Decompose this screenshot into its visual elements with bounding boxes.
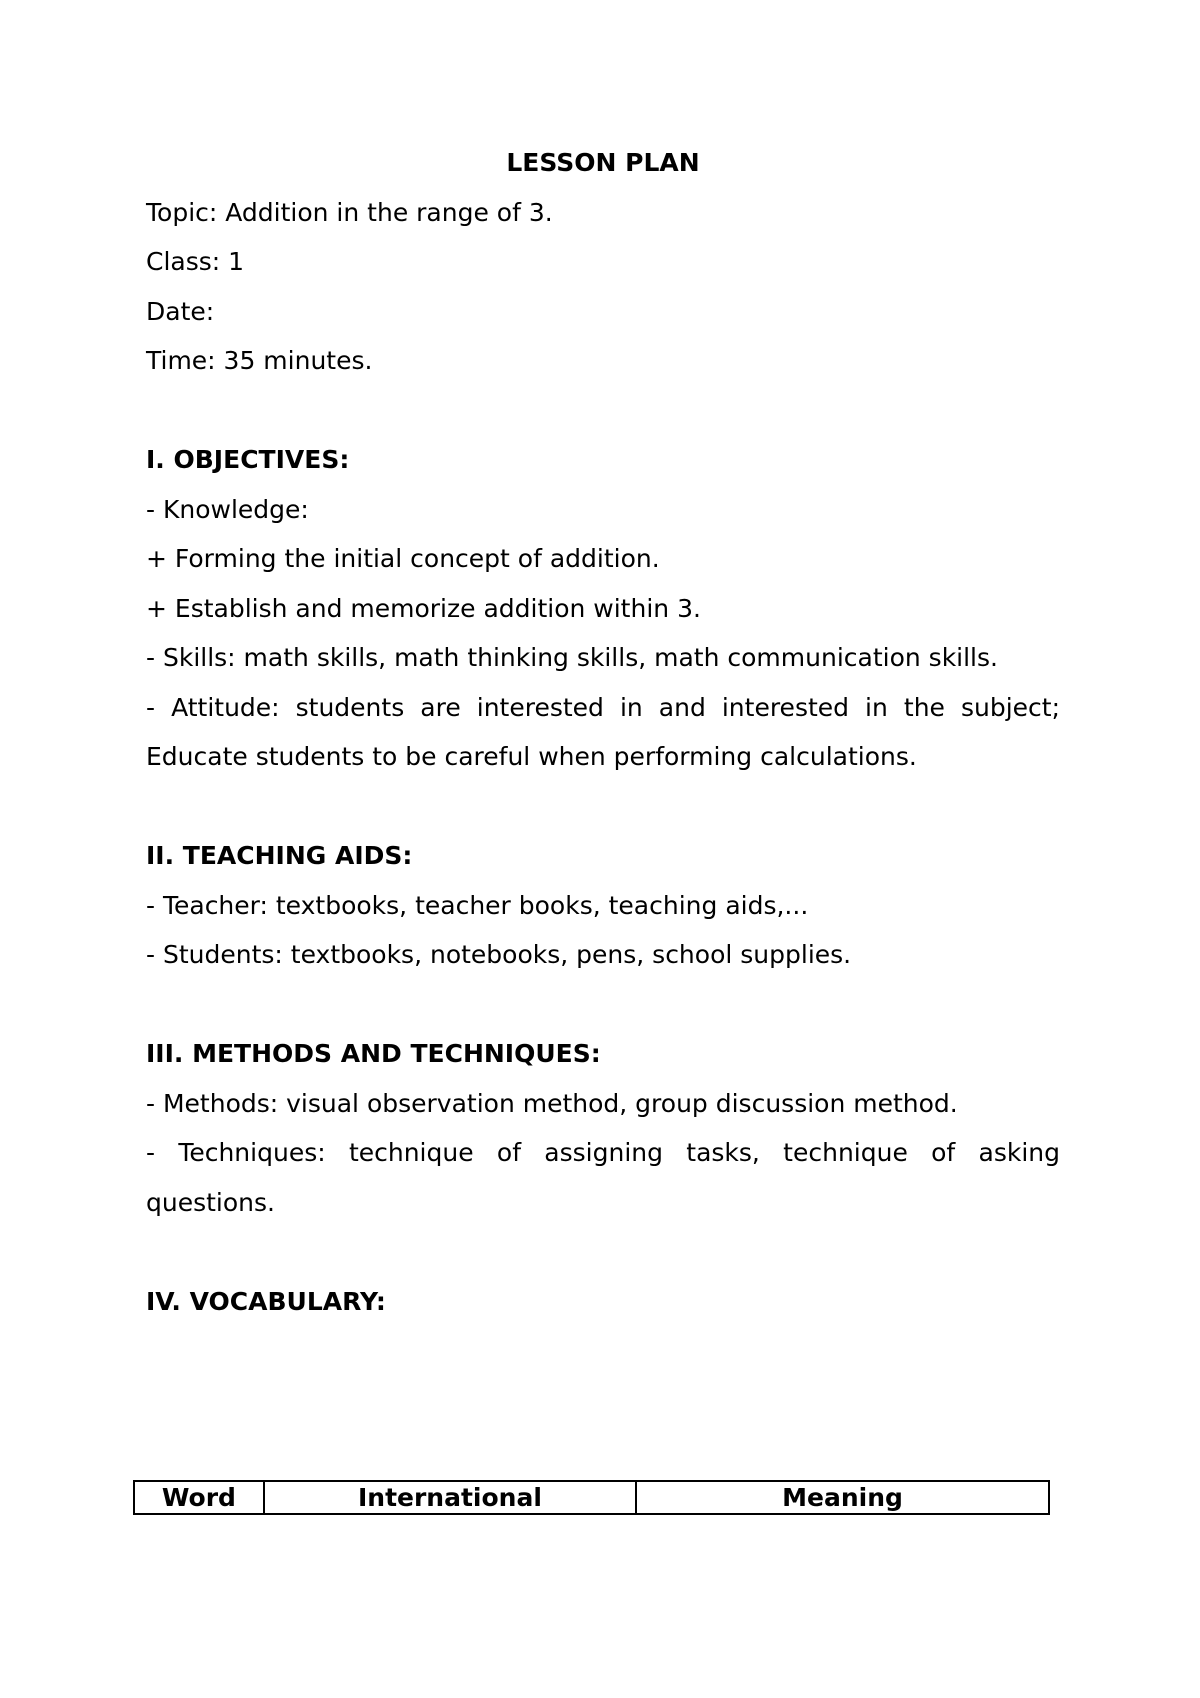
spacer <box>146 980 1060 1030</box>
time-line: Time: 35 minutes. <box>146 346 373 375</box>
spacer <box>146 1227 1060 1277</box>
techniques-paragraph: - Techniques: technique of assigning tasks, technique of asking questions. <box>146 1138 1060 1217</box>
student-aids-line: - Students: textbooks, notebooks, pens, school supplies. <box>146 940 852 969</box>
vocabulary-header-row <box>134 1481 1049 1514</box>
knowledge-label: - Knowledge: <box>146 494 309 524</box>
column-header-international: International <box>264 1481 636 1514</box>
teacher-aids-line: - Teacher: textbooks, teacher books, teaching aids,... <box>146 890 809 920</box>
skills-paragraph: - Skills: math skills, math thinking skills, math communication skills. <box>146 643 998 672</box>
methods-heading: III. METHODS AND TECHNIQUES: <box>146 1039 601 1068</box>
class-line: Class: 1 <box>146 247 245 276</box>
teaching-aids-heading: II. TEACHING AIDS: <box>146 841 413 870</box>
date-line: Date: <box>146 296 215 326</box>
spacer <box>146 782 1060 832</box>
knowledge-item: + Forming the initial concept of addition. <box>146 544 660 573</box>
column-header-word: Word <box>134 1481 264 1514</box>
knowledge-item: + Establish and memorize addition within 3. <box>146 593 701 623</box>
column-header-meaning: Meaning <box>636 1481 1049 1514</box>
vocabulary-table <box>133 1480 1050 1515</box>
vocabulary-heading: IV. VOCABULARY: <box>146 1286 386 1316</box>
methods-paragraph: - Methods: visual observation method, group discussion method. <box>146 1088 958 1118</box>
attitude-paragraph: - Attitude: students are interested in and interested in the subject; Educate students to be careful when performing calculations. <box>146 692 1060 771</box>
page-title: LESSON PLAN <box>506 148 700 177</box>
objectives-heading: I. OBJECTIVES: <box>146 445 350 474</box>
topic-line: Topic: Addition in the range of 3. <box>146 197 553 227</box>
spacer <box>146 386 1060 436</box>
document-body <box>146 138 1060 1326</box>
